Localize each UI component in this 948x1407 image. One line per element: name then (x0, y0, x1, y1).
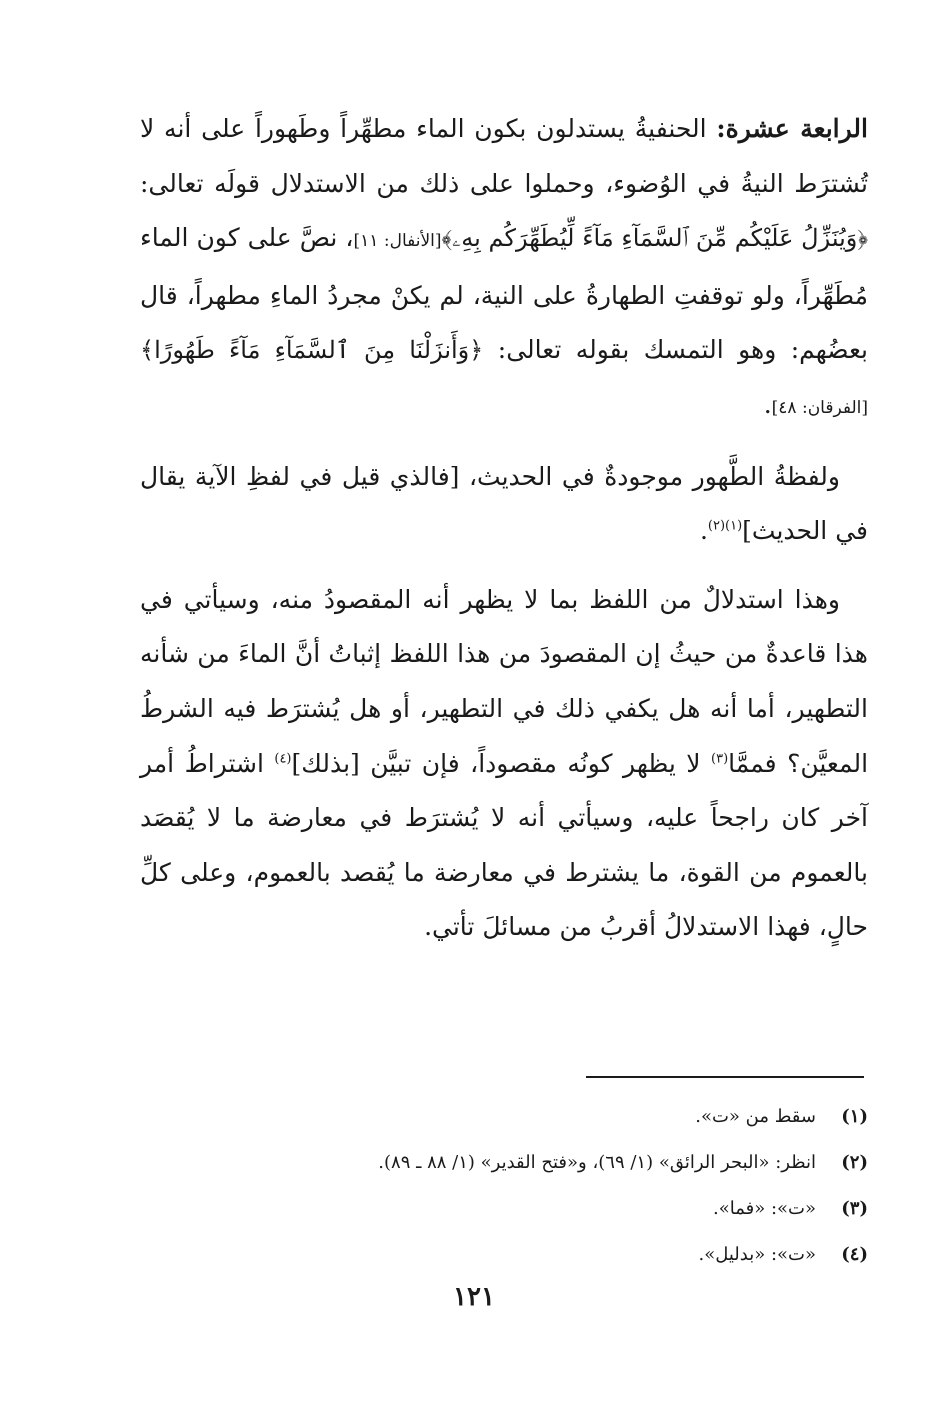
page-number: ١٢١ (453, 1282, 495, 1312)
footnote-number: (١) (841, 1106, 868, 1127)
paragraph-text: الحنفيةُ يستدلون بكون الماء مطهِّراً وطَهوراً على أنه لا تُشترَط النيةُ في الوُضوء، وحملوا على ذلك من الاستدلال قولَه تعالى: (140, 114, 868, 198)
footnote-number: (٣) (841, 1198, 868, 1219)
quran-verse: ﴿وَأَنزَلْنَا مِنَ ٱلسَّمَآءِ مَآءً طَهُورًا﴾ (140, 336, 484, 365)
quran-verse: ﴿وَيُنَزِّلُ عَلَيْكُم مِّنَ ٱلسَّمَآءِ مَآءً لِّيُطَهِّرَكُم بِهِۦ﴾ (441, 224, 868, 253)
footnote-item (140, 1140, 868, 1186)
footnote-text: انظر: «البحر الرائق» (١/ ٦٩)، و«فتح القدير» (١/ ٨٨ ـ ٨٩). (378, 1152, 816, 1173)
verse-reference: [الأنفال: ١١] (353, 231, 442, 252)
footnote-number: (٤) (841, 1244, 868, 1265)
footnotes-list (140, 1094, 868, 1278)
footnote-text: «ت»: «فما». (713, 1198, 816, 1219)
verse-reference: [الفرقان: ٤٨] (771, 397, 868, 418)
footnote-marker: (٣) (711, 751, 729, 767)
paragraph-fourteenth (140, 102, 868, 436)
paragraph-text: لا يظهر كونُه مقصوداً، فإن تبيَّن [بذلك] (291, 748, 712, 778)
paragraph-argument (140, 573, 868, 955)
footnote-marker: (٤) (274, 751, 292, 767)
footnote-number: (٢) (841, 1152, 868, 1173)
footnote-marker: (١) (725, 518, 743, 534)
footnote-text: سقط من «ت». (695, 1106, 816, 1127)
paragraph-text: . (699, 516, 708, 546)
footnote-item (140, 1094, 868, 1140)
main-text (140, 102, 868, 955)
footnote-text: «ت»: «بدليل». (698, 1244, 816, 1265)
paragraph-text: وهذا استدلالٌ من اللفظ بما لا يظهر أنه المقصودُ منه، وسيأتي في هذا قاعدةٌ من حيثُ إن المقصودَ من هذا اللفظ إثباتُ أنَّ الماءَ من شأنه التطهير، أما أنه هل يكفي ذلك في التطهير، أو هل يُشترَط فيه الشرطُ المعيَّن؟ فممَّا (140, 584, 869, 778)
footnote-separator (586, 1076, 864, 1078)
section-heading: الرابعة عشرة: (716, 114, 868, 143)
paragraph-hadith (140, 450, 868, 559)
footnote-item (140, 1232, 868, 1278)
paragraph-text: اشتراطُ أمر آخر كان راجحاً عليه، وسيأتي أنه لا يُشترَط في معارضة ما لا يُقصَد بالعموم من القوة، ما يشترط في معارضة ما يُقصد بالعموم، وعلى كلِّ حالٍ، فهذا الاستدلالُ أقربُ من مسائلَ تأتي. (140, 748, 868, 942)
paragraph-text: ، نصَّ على كون الماء مُطَهِّراً، ولو توقفتِ الطهارةُ على النية، لم يكنْ مجردُ الماءِ مطهراً، قال بعضُهم: وهو التمسك بقوله تعالى: (140, 223, 868, 365)
footnote-item (140, 1186, 868, 1232)
paragraph-text: . (763, 389, 772, 419)
footnote-marker: (٢) (707, 518, 726, 534)
paragraph-text: ولفظةُ الطَّهور موجودةٌ في الحديث، [فالذي قيل في لفظِ الآية يقال في الحديث] (140, 461, 868, 546)
